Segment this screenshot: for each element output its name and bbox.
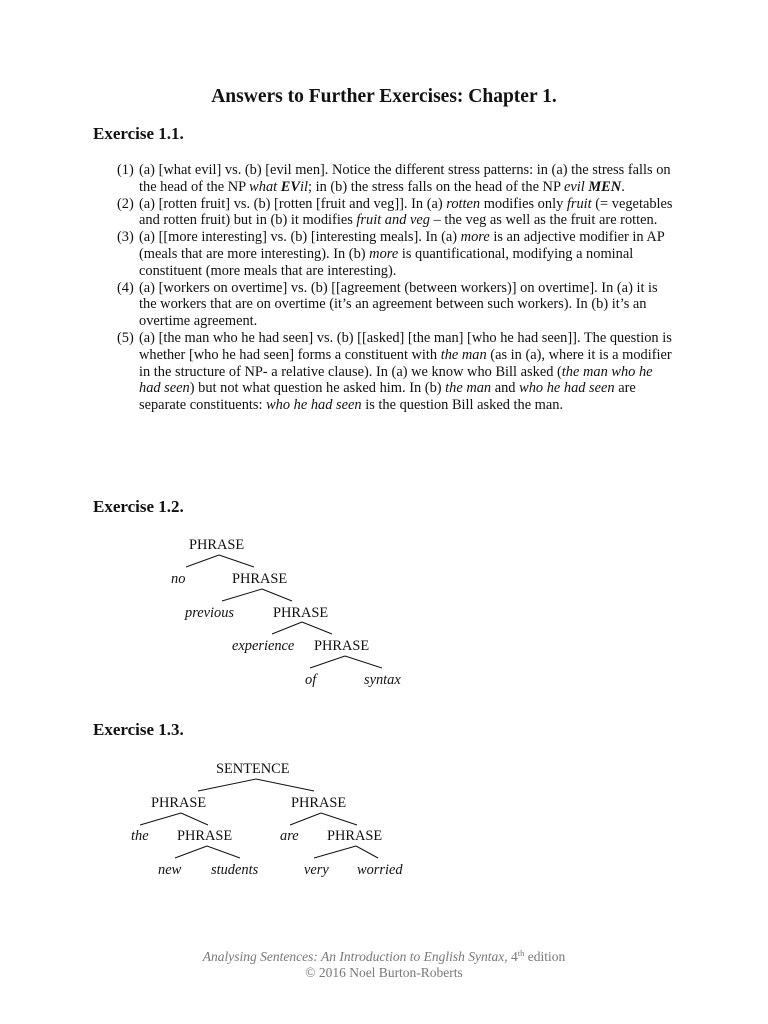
tree-leaf-word: are [280,828,299,844]
answer-number: (5) [117,329,134,346]
answer-text-run: who he had seen [519,380,615,397]
answer-text-run: is quantificational, modifying a nominal constituent (more meals that are interesting). [139,245,634,279]
answer-number: (4) [117,279,134,296]
tree-leaf-word: the [131,828,149,844]
tree-leaf-word: experience [232,638,295,654]
tree-branch [314,846,356,858]
tree-branch [140,813,181,825]
tree-leaf-word: of [305,672,317,688]
tree-branch [256,779,314,791]
answer-text-run: more [369,245,399,262]
answer-text-run: the man [440,346,487,363]
answer-text-run: (a) [rotten fruit] vs. (b) [rotten [fruit and veg]]. In (a) [139,195,447,212]
answer-text-run: the man [445,380,492,397]
answer-text-run: (a) [what evil] vs. (b) [evil men]. Notice the different stress patterns: in (a) the stress falls on the head of the NP [139,162,671,195]
answer-text-run: fruit and veg [356,212,430,229]
tree-branch [290,813,321,825]
answer-text-run: (a) [workers on overtime] vs. (b) [[agreement (between workers)] on overtime]. In (a) it is the workers that are on overtime (it’s an agreement between such workers). In (b) it’s an overtime agreement. [139,279,658,330]
tree-node-phrase: PHRASE [177,828,233,844]
tree-branch [207,846,240,858]
answer-text-run: are separate constituents: [139,380,636,414]
answer-text-run: . [621,178,625,195]
tree-node-sentence: SENTENCE [216,761,290,777]
tree-node-phrase: PHRASE [314,638,370,654]
answer-text-run: and [491,380,520,397]
answer-text-run: – the veg as well as the fruit are rotten. [429,212,658,229]
answer-text-run: is the question Bill asked the man. [361,397,564,414]
answer-text-run: the man who he had seen [139,363,653,397]
answer-number: (1) [117,162,134,178]
exercise-1-2-heading: Exercise 1.2. [93,497,184,516]
tree-leaf-word: new [158,862,182,878]
tree-leaf-word: students [211,862,259,878]
tree-node-phrase: PHRASE [232,571,288,587]
tree-branch [175,846,207,858]
answer-text-run: ) but not what question he asked him. In (b) [189,380,446,397]
tree-leaf-word: very [304,862,329,878]
answer-text-run: what [249,178,281,195]
exercise-1-3-heading: Exercise 1.3. [93,720,184,739]
footer-edition-number: 4 [510,949,518,964]
footer-edition-suffix: th [517,948,525,958]
answer-text-run: fruit [566,195,592,212]
tree-leaf-word: worried [357,862,403,878]
tree-leaf-word: no [171,571,186,587]
answer-text-run: il [299,178,308,195]
answer-text-run: (a) [[more interesting] vs. (b) [interesting meals]. In (a) [139,229,461,246]
tree-node-phrase: PHRASE [189,537,245,553]
tree-node-phrase: PHRASE [151,795,207,811]
answer-text-run: EV [280,178,300,195]
tree-branch [198,779,256,791]
tree-branch [356,846,378,858]
tree-branch [181,813,208,825]
answer-number: (2) [117,195,134,212]
tree-leaf-word: previous [185,605,235,621]
footer-edition-word: edition [527,949,566,964]
tree-node-phrase: PHRASE [273,605,329,621]
answer-text-run: evil [564,178,589,195]
answer-text-run: (= vegetables and rotten fruit) but in (b) it modifies [139,195,673,229]
answer-text-run: (a) [the man who he had seen] vs. (b) [[asked] [the man] [who he had seen]]. The question is whether [who he had seen] forms a constituent with [139,329,672,363]
answer-text-run: (as in (a), where it is a modifier in the structure of NP- a relative clause). In (a) we know who Bill asked ( [139,346,672,380]
answer-text-run: ; in (b) the stress falls on the head of the NP [307,178,565,195]
answer-text-run: modifies only [480,195,567,212]
tree-branch [321,813,357,825]
answer-text-run: more [460,229,490,246]
answer-text-run: rotten [446,195,481,212]
tree-node-phrase: PHRASE [327,828,383,844]
tree-leaf-word: syntax [364,672,401,688]
page-title: Answers to Further Exercises: Chapter 1. [211,86,557,107]
footer-book-line [0,949,768,965]
answer-text-run: MEN [588,178,622,195]
footer-copyright: © 2016 Noel Burton-Roberts [305,965,463,980]
footer-book-title: Analysing Sentences: An Introduction to English Syntax, [202,949,508,964]
answer-text-run: who he had seen [266,397,362,414]
answer-number: (3) [117,229,134,246]
answer-text-run: is an adjective modifier in AP (meals that are more interesting). In (b) [139,229,665,262]
tree-node-phrase: PHRASE [291,795,347,811]
exercise-1-1-heading: Exercise 1.1. [93,124,184,143]
